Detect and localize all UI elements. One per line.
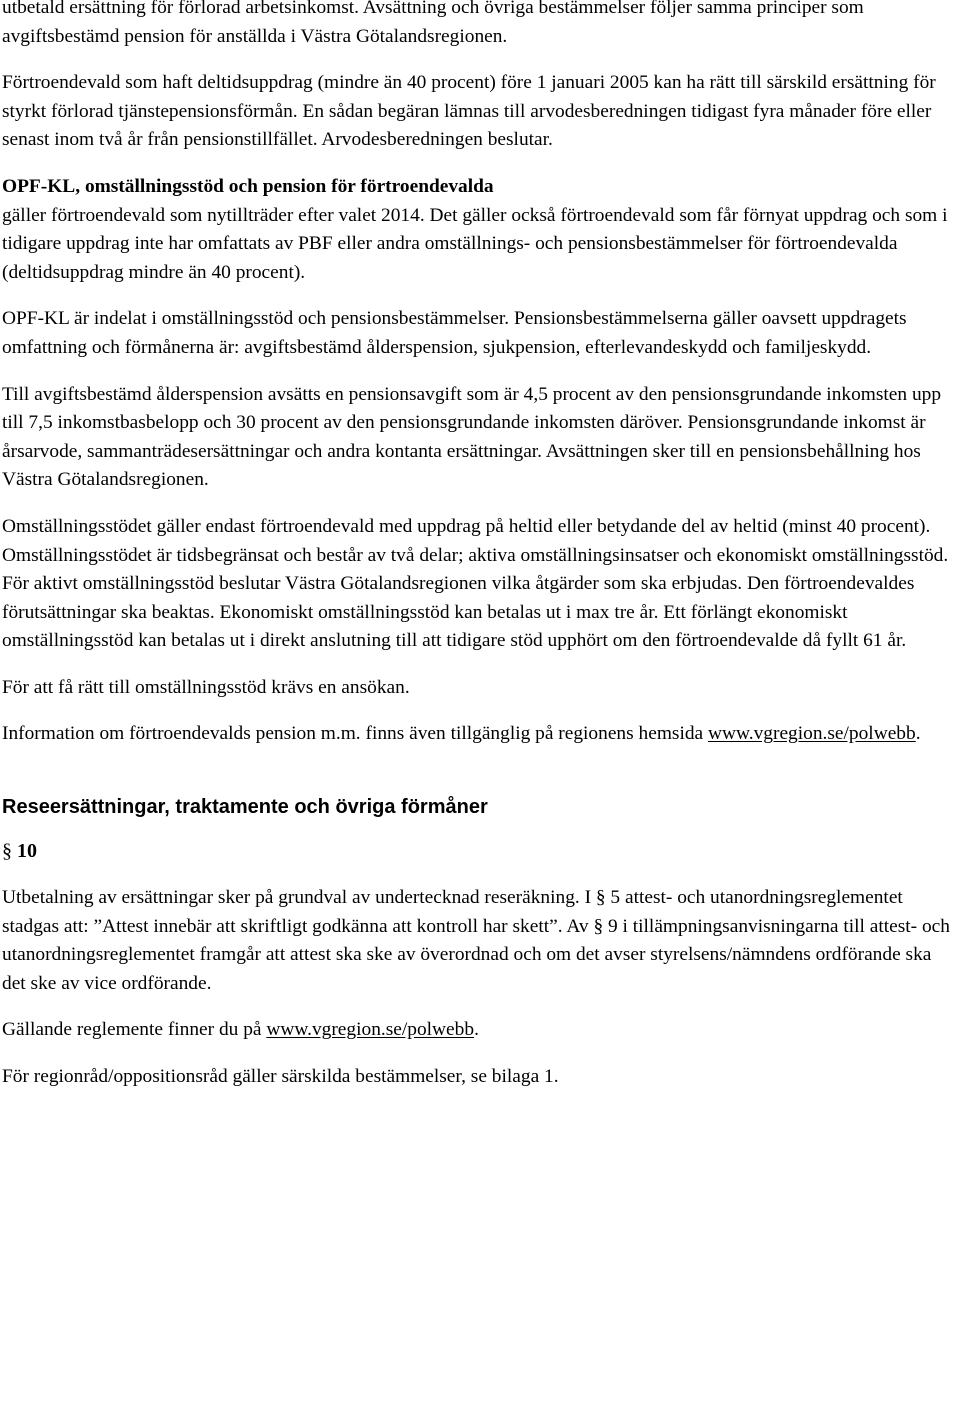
opf-paragraph-structure: OPF-KL är indelat i omställningsstöd och pensionsbestämmelser. Pensionsbestämmelserna gäller oavsett uppdragets omfattning och förmånerna är: avgiftsbestämd ålderspension, sjukpension, efterlevandeskydd och familjeskydd.	[2, 308, 907, 358]
section-paragraph-special-rules: För regionråd/oppositionsråd gäller särskilda bestämmelser, se bilaga 1.	[2, 1066, 559, 1088]
paragraph-reference	[2, 837, 954, 865]
section-title: Reseersättningar, traktamente och övriga förmåner	[2, 796, 488, 819]
opf-paragraph-retirement-pension: Till avgiftsbestämd ålderspension avsätts en pensionsavgift som är 4,5 procent av den pensionsgrundande inkomsten upp till 7,5 inkomstbasbelopp och 30 procent av den pensionsgrundande inkomsten däröver. Pensionsgrundande inkomst är årsarvode, sammanträdesersättningar och andra kontanta ersättningar. Avsättningen sker till en pensionsbehållning hos Västra Götalandsregionen.	[2, 383, 942, 491]
paragraph-special-compensation: Förtroendevald som haft deltidsuppdrag (mindre än 40 procent) före 1 januari 2005 kan ha rätt till särskild ersättning för styrkt förlorad tjänstepensionsförmån. En sådan begäran lämnas till arvodesberedningen tidigast fyra månader före eller senast inom två år från pensionstillfället. Arvodesberedningen beslutar.	[2, 72, 936, 151]
section-paragraph-regulation	[2, 1016, 954, 1045]
paragraph-symbol: §	[2, 840, 12, 863]
section-paragraph-payment: Utbetalning av ersättningar sker på grundval av undertecknad reseräkning. I § 5 attest- och utanordningsreglementet stadgas att: ”Attest innebär att skriftligt godkänna att kontroll har skett”. Av § 9 i tillämpningsanvisningarna till attest- och utanordningsreglementet framgår att attest ska ske av överordnad och om det avser styrelsens/nämndens ordförande ska det ske av vice ordförande.	[2, 887, 950, 994]
opf-information-end: .	[915, 723, 921, 745]
opf-paragraph-information	[2, 720, 954, 749]
regulation-text: Gällande reglemente finner du på	[2, 1019, 267, 1041]
opf-paragraph-transition-support: Omställningsstödet gäller endast förtroendevald med uppdrag på heltid eller betydande del av heltid (minst 40 procent). Omställningsstödet är tidsbegränsat och består av två delar; aktiva omställningsinsatser och ekonomiskt omställningsstöd. För aktivt omställningsstöd beslutar Västra Götalandsregionen vilka åtgärder som ska erbjudas. Den förtroendevaldes förutsättningar ska beaktas. Ekonomiskt omställningsstöd kan betalas ut i max tre år. Ett förlängt ekonomiskt omställningsstöd kan betalas ut i direkt anslutning till att tidigare stöd upphört om den förtroendevalde då fyllt 61 år.	[2, 515, 949, 652]
regulation-end: .	[474, 1019, 479, 1041]
paragraph-continuation: utbetald ersättning för förlorad arbetsinkomst. Avsättning och övriga bestämmelser följer samma principer som avgiftsbestämd pension för anställda i Västra Götalandsregionen.	[2, 0, 864, 47]
polwebb-link[interactable]: www.vgregion.se/polwebb	[708, 723, 916, 745]
opf-information-text: Information om förtroendevalds pension m.m. finns även tillgänglig på regionens hemsida	[2, 723, 708, 745]
opf-paragraph-scope: gäller förtroendevald som nytillträder efter valet 2014. Det gäller också förtroendevald som får förnyat uppdrag och som i tidigare uppdrag inte har omfattats av PBF eller andra omställnings- och pensionsbestämmelser för förtroendevalda (deltidsuppdrag mindre än 40 procent).	[2, 204, 948, 283]
opf-heading: OPF-KL, omställningsstöd och pension för förtroendevalda	[2, 175, 494, 197]
polwebb-link-2[interactable]: www.vgregion.se/polwebb	[266, 1019, 475, 1041]
paragraph-number: 10	[17, 840, 37, 863]
opf-paragraph-application: För att få rätt till omställningsstöd krävs en ansökan.	[2, 676, 410, 698]
